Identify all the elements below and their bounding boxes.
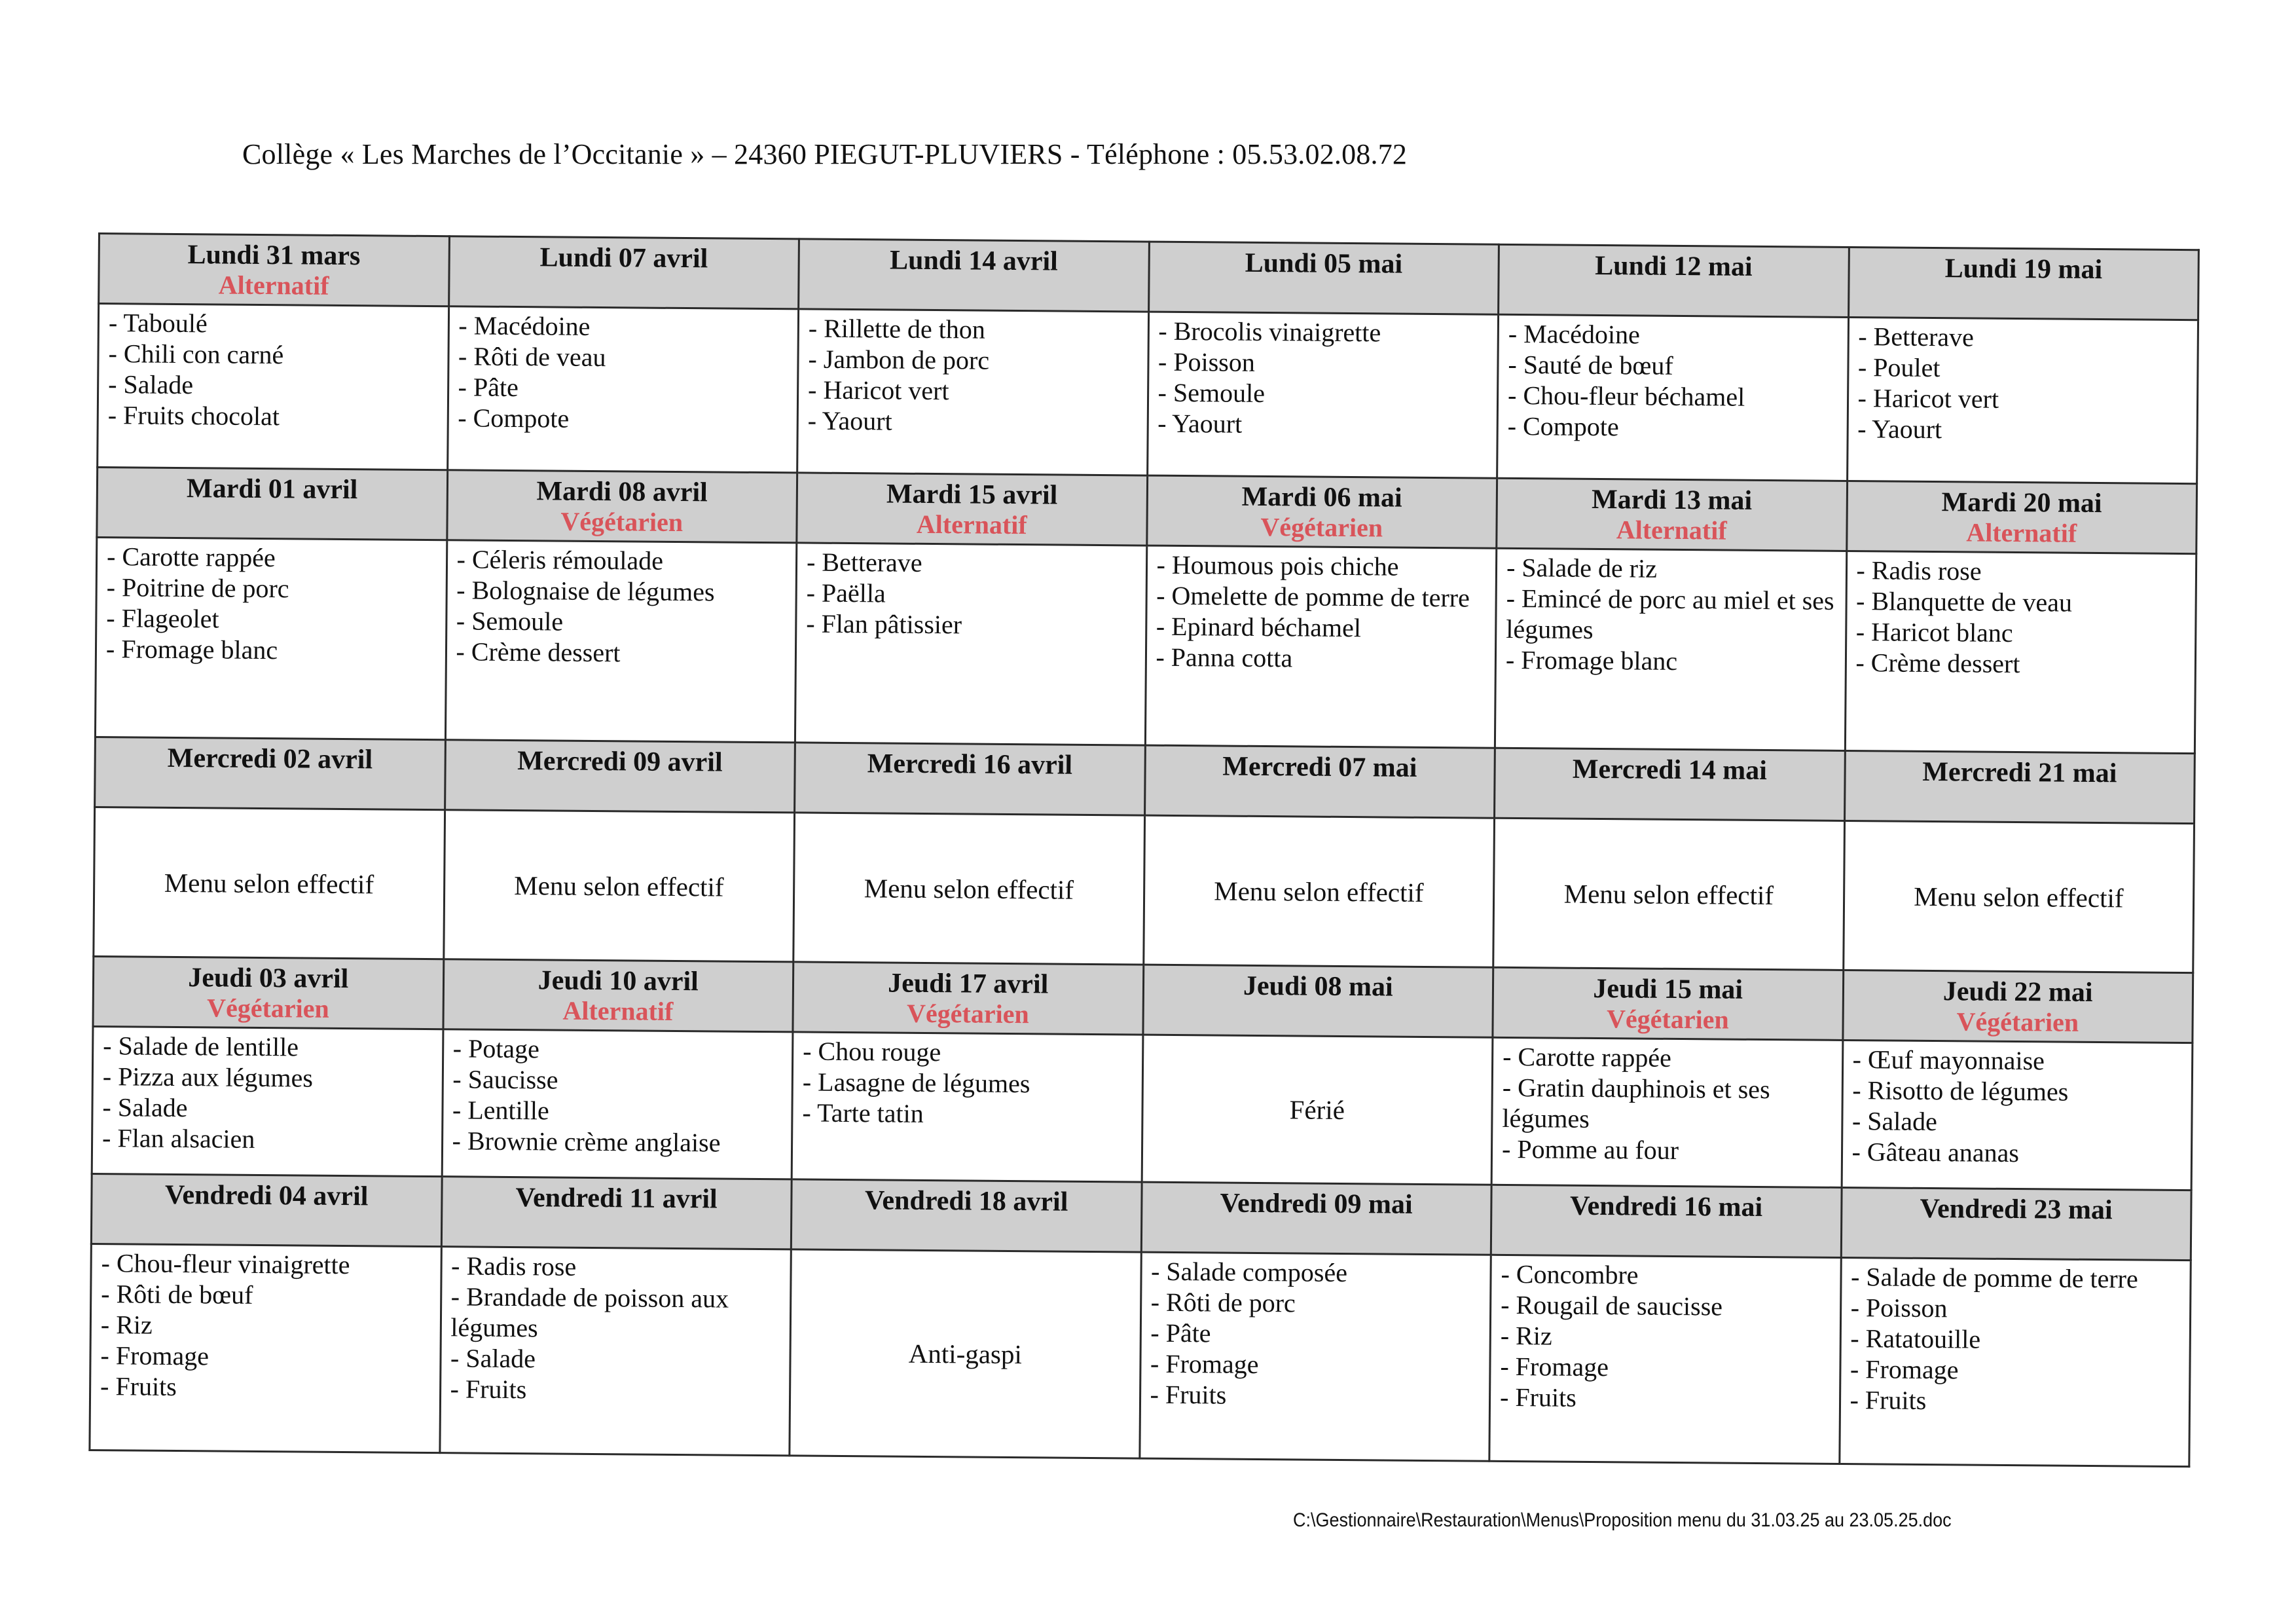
menu-item: - Fromage xyxy=(1500,1351,1609,1382)
menu-item: - Céleris rémoulade xyxy=(456,544,664,576)
menu-item-list xyxy=(1156,549,1489,675)
menu-type-tag: Végétarien xyxy=(1606,1004,1729,1035)
menu-note-cell xyxy=(1143,815,1494,967)
menu-item: - Brandade de poisson aux légumes xyxy=(450,1282,729,1343)
day-label: Jeudi 03 avril xyxy=(188,963,349,995)
menu-item: - Salade de riz xyxy=(1506,552,1658,583)
menu-item: - Poitrine de porc xyxy=(106,572,289,604)
day-header xyxy=(446,470,797,543)
day-label: Mercredi 21 mai xyxy=(1922,756,2117,789)
menu-note: Anti-gaspi xyxy=(908,1338,1023,1370)
menu-item-list xyxy=(1150,1256,1483,1412)
menu-note-cell xyxy=(1142,1035,1493,1185)
menu-type-tag: Alternatif xyxy=(218,270,329,301)
menu-content-row xyxy=(92,1026,2193,1190)
menu-cell xyxy=(1497,314,1848,481)
menu-cell xyxy=(442,1029,793,1179)
menu-item: - Yaourt xyxy=(1157,408,1243,439)
menu-item-list xyxy=(102,1030,435,1156)
menu-cell xyxy=(1139,1252,1491,1461)
menu-item: - Gâteau ananas xyxy=(1851,1137,2020,1168)
menu-item: - Paëlla xyxy=(806,578,886,608)
menu-cell xyxy=(1147,312,1498,478)
menu-item: - Sauté de bœuf xyxy=(1508,349,1673,380)
day-label: Jeudi 15 mai xyxy=(1593,973,1743,1005)
menu-cell xyxy=(1491,1037,1842,1187)
menu-item: - Fromage xyxy=(1150,1348,1259,1379)
menu-item-list xyxy=(1508,318,1841,444)
day-header xyxy=(1144,745,1495,818)
day-label: Mardi 15 avril xyxy=(886,479,1058,511)
menu-item: - Crème dessert xyxy=(1855,648,2020,679)
menu-item-list xyxy=(1500,1259,1833,1415)
day-label: Vendredi 23 mai xyxy=(1920,1193,2113,1226)
menu-type-tag: Alternatif xyxy=(1616,515,1727,545)
day-label: Lundi 31 mars xyxy=(187,240,361,272)
menu-note-cell xyxy=(1843,821,2194,972)
menu-item: - Carotte rappée xyxy=(1503,1041,1671,1073)
menu-item: - Salade de pomme de terre xyxy=(1850,1262,2138,1294)
day-label: Vendredi 18 avril xyxy=(864,1185,1068,1217)
day-header xyxy=(799,239,1149,312)
menu-type-tag: Alternatif xyxy=(916,509,1027,540)
day-header xyxy=(1848,248,2198,320)
menu-item: - Emincé de porc au miel et ses légumes xyxy=(1506,583,1834,644)
day-label: Mercredi 07 mai xyxy=(1222,751,1417,783)
menu-item: - Tarte tatin xyxy=(802,1098,924,1128)
menu-item: - Yaourt xyxy=(1857,414,1942,445)
menu-item: - Radis rose xyxy=(1856,555,1982,586)
menu-cell xyxy=(1847,317,2198,483)
menu-item: - Houmous pois chiche xyxy=(1156,549,1399,581)
menu-item: - Fruits xyxy=(1150,1379,1227,1410)
menu-item: - Bolognaise de légumes xyxy=(456,575,715,607)
menu-item-list xyxy=(106,541,439,667)
day-header xyxy=(1493,967,1843,1040)
menu-item: - Lasagne de légumes xyxy=(802,1067,1030,1099)
menu-item: - Jambon de porc xyxy=(808,344,990,375)
day-header xyxy=(1846,481,2196,553)
day-header xyxy=(1495,748,1845,821)
menu-table xyxy=(88,232,2200,1467)
menu-item: - Rôti de veau xyxy=(458,341,606,373)
menu-cell xyxy=(795,543,1146,745)
menu-item: - Taboulé xyxy=(108,308,208,339)
day-label: Mercredi 16 avril xyxy=(867,748,1073,781)
day-header xyxy=(93,956,443,1029)
menu-item: - Compote xyxy=(1507,411,1619,442)
file-path-footer: C:\Gestionnaire\Restauration\Menus\Proposition menu du 31.03.25 au 23.05.25.doc xyxy=(1293,1509,1952,1531)
menu-item: - Yaourt xyxy=(807,405,892,436)
day-header xyxy=(443,959,793,1032)
menu-item: - Potage xyxy=(452,1033,540,1064)
menu-type-tag: Végétarien xyxy=(560,506,683,538)
menu-type-tag: Végétarien xyxy=(1956,1006,2079,1037)
menu-item: - Rôti de bœuf xyxy=(101,1279,253,1310)
menu-note: Menu selon effectif xyxy=(1563,878,1774,910)
day-header xyxy=(448,236,799,309)
day-label: Mercredi 02 avril xyxy=(167,743,373,775)
menu-note-cell xyxy=(793,813,1144,965)
menu-item: - Pomme au four xyxy=(1501,1134,1679,1166)
menu-item-list xyxy=(1506,552,1839,678)
menu-item: - Fromage xyxy=(1850,1354,1959,1385)
menu-item: - Rillette de thon xyxy=(808,313,986,344)
day-header xyxy=(795,743,1145,815)
menu-item: - Fromage xyxy=(100,1340,210,1371)
menu-item: - Pâte xyxy=(1150,1318,1211,1348)
menu-cell xyxy=(439,1247,791,1456)
menu-item: - Semoule xyxy=(1157,377,1266,409)
menu-item: - Chou rouge xyxy=(803,1036,941,1067)
day-label: Mardi 08 avril xyxy=(536,476,708,508)
menu-item: - Risotto de légumes xyxy=(1852,1075,2069,1107)
menu-cell xyxy=(445,540,797,743)
menu-content-row xyxy=(95,537,2196,753)
menu-item-list xyxy=(802,1035,1135,1130)
menu-item: - Chou-fleur vinaigrette xyxy=(101,1248,350,1280)
day-label: Mardi 06 mai xyxy=(1241,481,1402,513)
document-header: Collège « Les Marches de l’Occitanie » – 24360 PIEGUT-PLUVIERS - Téléphone : 05.53.02.08.72 xyxy=(242,138,1408,170)
menu-item: - Chili con carné xyxy=(108,339,284,370)
menu-cell xyxy=(792,1032,1142,1182)
menu-item: - Brownie crème anglaise xyxy=(452,1126,721,1158)
menu-item-list xyxy=(1857,321,2191,447)
menu-item: - Salade xyxy=(102,1092,188,1123)
day-header xyxy=(445,740,795,813)
menu-item: - Fruits xyxy=(1850,1385,1927,1415)
menu-item: - Fromage blanc xyxy=(105,634,278,665)
day-label: Lundi 12 mai xyxy=(1595,250,1753,282)
menu-note-cell xyxy=(94,807,445,959)
menu-item: - Flan alsacien xyxy=(101,1123,255,1154)
day-header xyxy=(1841,1187,2191,1260)
menu-item: - Pâte xyxy=(458,372,519,403)
menu-item-list xyxy=(1157,316,1491,441)
menu-item: - Compote xyxy=(458,403,570,434)
menu-item: - Fruits xyxy=(1499,1382,1576,1412)
menu-item: - Salade de lentille xyxy=(103,1031,299,1062)
menu-item-list xyxy=(1502,1041,1835,1167)
menu-item-list xyxy=(458,310,791,435)
day-label: Vendredi 04 avril xyxy=(164,1179,369,1212)
menu-cell xyxy=(98,304,448,470)
menu-item: - Fruits xyxy=(450,1374,527,1405)
menu-item: - Haricot vert xyxy=(1857,383,1999,414)
day-header xyxy=(1844,750,2195,823)
menu-item: - Blanquette de veau xyxy=(1855,586,2073,618)
menu-item: - Semoule xyxy=(456,606,564,637)
menu-item: - Betterave xyxy=(1858,322,1975,352)
menu-item: - Brocolis vinaigrette xyxy=(1158,316,1381,348)
menu-cell xyxy=(797,309,1148,475)
menu-cell xyxy=(1839,1257,2191,1466)
menu-cell xyxy=(1842,1040,2193,1190)
menu-item: - Omelette de pomme de terre xyxy=(1156,580,1470,613)
day-header xyxy=(797,473,1147,545)
menu-content-row xyxy=(90,1244,2191,1466)
menu-item: - Fruits chocolat xyxy=(107,400,280,432)
menu-note: Férié xyxy=(1289,1094,1345,1125)
day-label: Jeudi 08 mai xyxy=(1243,970,1393,1003)
menu-note: Menu selon effectif xyxy=(1214,875,1424,908)
day-label: Vendredi 16 mai xyxy=(1569,1190,1763,1223)
menu-item-list xyxy=(456,544,789,669)
menu-type-tag: Alternatif xyxy=(562,995,674,1026)
menu-item: - Betterave xyxy=(806,547,922,578)
menu-item-list xyxy=(108,307,441,433)
day-label: Mardi 20 mai xyxy=(1941,487,2102,519)
day-header xyxy=(1146,475,1497,548)
menu-item-list xyxy=(1851,1044,2185,1170)
day-header xyxy=(97,468,447,540)
menu-cell xyxy=(95,537,446,739)
menu-item: - Epinard béchamel xyxy=(1156,611,1362,643)
day-header xyxy=(91,1173,441,1246)
menu-note: Menu selon effectif xyxy=(514,870,724,902)
menu-item: - Fromage blanc xyxy=(1505,644,1678,676)
day-header xyxy=(791,1179,1141,1252)
menu-content-row xyxy=(98,304,2198,484)
day-header xyxy=(1499,244,1849,317)
day-header xyxy=(1142,965,1493,1037)
menu-cell xyxy=(92,1026,443,1176)
menu-cell xyxy=(447,306,798,473)
menu-item: - Pizza aux légumes xyxy=(102,1061,314,1093)
menu-item: - Gratin dauphinois et ses légumes xyxy=(1502,1072,1770,1134)
menu-item: - Poisson xyxy=(1850,1293,1948,1323)
menu-cell xyxy=(1489,1255,1841,1464)
menu-item: - Concombre xyxy=(1501,1259,1639,1290)
menu-type-tag: Végétarien xyxy=(906,998,1029,1029)
menu-note-cell xyxy=(1493,818,1844,970)
day-header xyxy=(793,962,1143,1035)
menu-item: - Salade xyxy=(108,369,194,400)
menu-type-tag: Alternatif xyxy=(1966,517,2077,548)
menu-item: - Macédoine xyxy=(1508,318,1641,350)
menu-item: - Macédoine xyxy=(458,310,591,341)
menu-item: - Carotte rappée xyxy=(106,542,276,573)
day-header xyxy=(99,234,449,306)
menu-item: - Flageolet xyxy=(106,603,219,634)
menu-item-list xyxy=(450,1250,783,1407)
day-header xyxy=(441,1177,792,1249)
menu-item-list xyxy=(452,1033,785,1158)
menu-item: - Lentille xyxy=(452,1095,549,1126)
menu-item: - Salade xyxy=(450,1343,536,1374)
day-label: Vendredi 11 avril xyxy=(515,1183,718,1215)
menu-item: - Salade xyxy=(1851,1106,1938,1137)
day-label: Mercredi 14 mai xyxy=(1572,754,1768,786)
menu-note: Menu selon effectif xyxy=(1914,881,2124,913)
menu-type-tag: Végétarien xyxy=(1260,511,1383,543)
day-label: Vendredi 09 mai xyxy=(1220,1188,1413,1220)
menu-note: Menu selon effectif xyxy=(164,867,374,899)
menu-item-list xyxy=(100,1247,433,1404)
menu-item: - Poulet xyxy=(1857,352,1941,383)
day-label: Mercredi 09 avril xyxy=(517,746,723,778)
menu-cell xyxy=(1145,545,1497,748)
menu-item: - Rougail de saucisse xyxy=(1501,1289,1723,1321)
day-label: Lundi 19 mai xyxy=(1944,253,2103,286)
menu-note-cell xyxy=(443,810,794,962)
menu-item: - Panna cotta xyxy=(1156,642,1293,673)
day-label: Jeudi 17 avril xyxy=(888,968,1049,1000)
day-header xyxy=(1497,478,1847,551)
day-header xyxy=(1491,1185,1841,1257)
menu-cell xyxy=(90,1244,441,1452)
day-header xyxy=(95,737,445,809)
menu-item: - Riz xyxy=(100,1310,153,1340)
menu-item: - Crème dessert xyxy=(456,637,621,668)
menu-item: - Saucisse xyxy=(452,1064,558,1095)
menu-item: - Chou-fleur béchamel xyxy=(1507,380,1745,412)
menu-item: - Fruits xyxy=(100,1371,177,1401)
day-label: Lundi 07 avril xyxy=(539,242,708,274)
menu-item: - Rôti de porc xyxy=(1150,1287,1296,1318)
menu-item: - Flan pâtissier xyxy=(806,608,962,640)
day-label: Jeudi 10 avril xyxy=(538,965,699,997)
menu-item-list xyxy=(1850,1261,2183,1418)
menu-item-list xyxy=(1855,555,2189,680)
menu-item: - Riz xyxy=(1500,1320,1552,1351)
day-label: Lundi 14 avril xyxy=(889,245,1059,277)
day-label: Mardi 13 mai xyxy=(1591,484,1753,516)
menu-cell xyxy=(1495,548,1846,750)
menu-item: - Ratatouille xyxy=(1850,1323,1981,1354)
day-label: Jeudi 22 mai xyxy=(1942,976,2093,1008)
menu-item: - Poisson xyxy=(1157,346,1255,377)
menu-item: - Radis rose xyxy=(450,1251,577,1282)
menu-type-tag: Végétarien xyxy=(206,993,329,1024)
day-header xyxy=(1141,1182,1491,1255)
day-label: Mardi 01 avril xyxy=(186,473,358,506)
menu-item: - Haricot vert xyxy=(807,375,949,406)
menu-item: - Salade composée xyxy=(1150,1256,1348,1288)
menu-item: - Haricot blanc xyxy=(1855,617,2013,648)
menu-item: - Œuf mayonnaise xyxy=(1852,1044,2045,1076)
menu-note: Menu selon effectif xyxy=(864,872,1074,905)
day-label: Lundi 05 mai xyxy=(1245,248,1403,280)
day-header xyxy=(1842,970,2193,1043)
menu-item-list xyxy=(808,313,1141,439)
menu-content-row xyxy=(94,807,2195,972)
menu-note-cell xyxy=(790,1249,1141,1458)
menu-item-list xyxy=(806,547,1139,642)
day-header xyxy=(1148,242,1499,314)
menu-cell xyxy=(1845,551,2196,753)
